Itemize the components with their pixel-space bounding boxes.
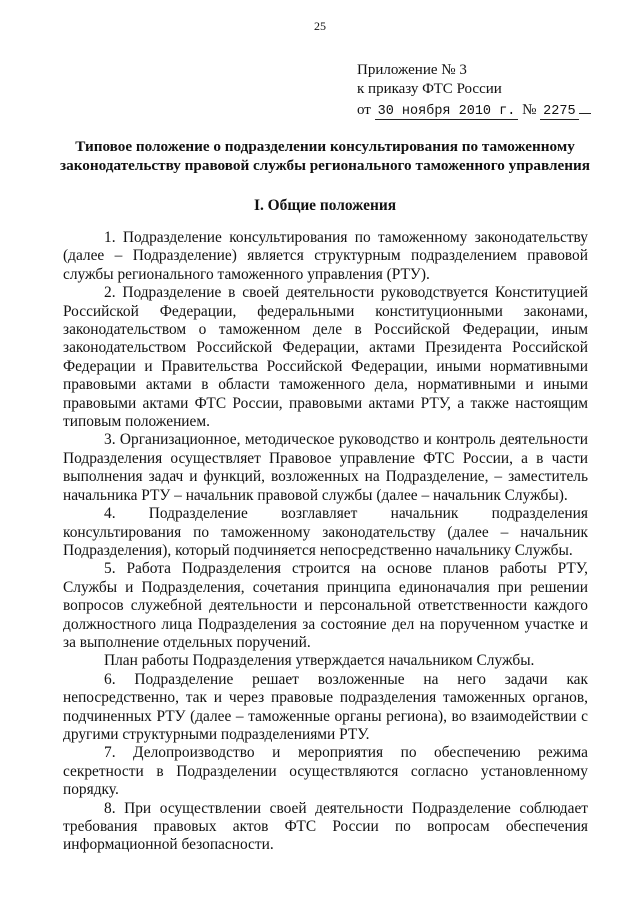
appendix-order-reference: к приказу ФТС России: [357, 81, 502, 97]
paragraph-1: 1. Подразделение консультирования по таможенному законодательству (далее – Подразделение) является структурным подразделением правовой службы регионального таможенного управления (РТУ).: [63, 229, 588, 283]
paragraph-8: 8. При осуществлении своей деятельности Подразделение соблюдает требования правовых актов ФТС России по вопросам обеспечения информационной безопасности.: [63, 799, 588, 854]
page-number: 25: [314, 19, 326, 33]
appendix-date-line: [357, 99, 591, 120]
paragraph-7: 7. Делопроизводство и мероприятия по обеспечению режима секретности в Подразделении осуществляются согласно установленному порядку.: [63, 744, 588, 799]
paragraph-plan: План работы Подразделения утверждается начальником Службы.: [104, 652, 535, 670]
date-prefix: от: [357, 102, 371, 118]
section-heading: I. Общие положения: [253, 197, 397, 214]
paragraph-2: 2. Подразделение в своей деятельности руководствуется Конституцией Российской Федерации, федеральными конституционными законами, законодательством о таможенном деле в Российской Федерации, иным законодательством Российской Федерации, актами Президента Российской Федерации и Правительства Российской Федерации, иными нормативными правовыми актами в области таможенного дела, нормативными и иными правовыми актами ФТС России, правовыми актами РТУ, а также настоящим типовым положением.: [63, 284, 588, 431]
handwritten-order-number: 2275: [540, 104, 578, 120]
appendix-number: Приложение № 3: [357, 62, 467, 78]
handwritten-date: 30 ноября 2010 г.: [375, 104, 519, 120]
document-body: [63, 229, 588, 855]
underline-tail: [579, 99, 591, 114]
number-label: №: [522, 102, 537, 118]
document-title: Типовое положение о подразделении консультирования по таможенному законодательству правовой службы регионального таможенного управления: [60, 138, 590, 174]
paragraph-6: 6. Подразделение решает возложенные на него задачи как непосредственно, так и через правовые подразделения таможенных органов, подчиненных РТУ (далее – таможенные органы региона), во взаимодействии с другими структурными подразделениями РТУ.: [63, 670, 588, 743]
appendix-block: [357, 61, 591, 120]
paragraph-3: 3. Организационное, методическое руководство и контроль деятельности Подразделения осуществляет Правовое управление ФТС России, а в части выполнения задач и функций, возложенных на Подразделение, – заместитель начальника РТУ – начальник правовой службы (далее – начальник Службы).: [63, 431, 588, 504]
paragraph-5: 5. Работа Подразделения строится на основе планов работы РТУ, Службы и Подразделения, сочетания принципа единоначалия при решении вопросов служебной деятельности и персональной ответственности каждого должностного лица Подразделения за состояние дел на порученном участке и за выполнение отдельных поручений.: [63, 560, 588, 651]
paragraph-4: 4. Подразделение возглавляет начальник подразделения консультирования по таможенному законодательству (далее – начальник Подразделения), который подчиняется непосредственно начальнику Службы.: [63, 505, 588, 559]
